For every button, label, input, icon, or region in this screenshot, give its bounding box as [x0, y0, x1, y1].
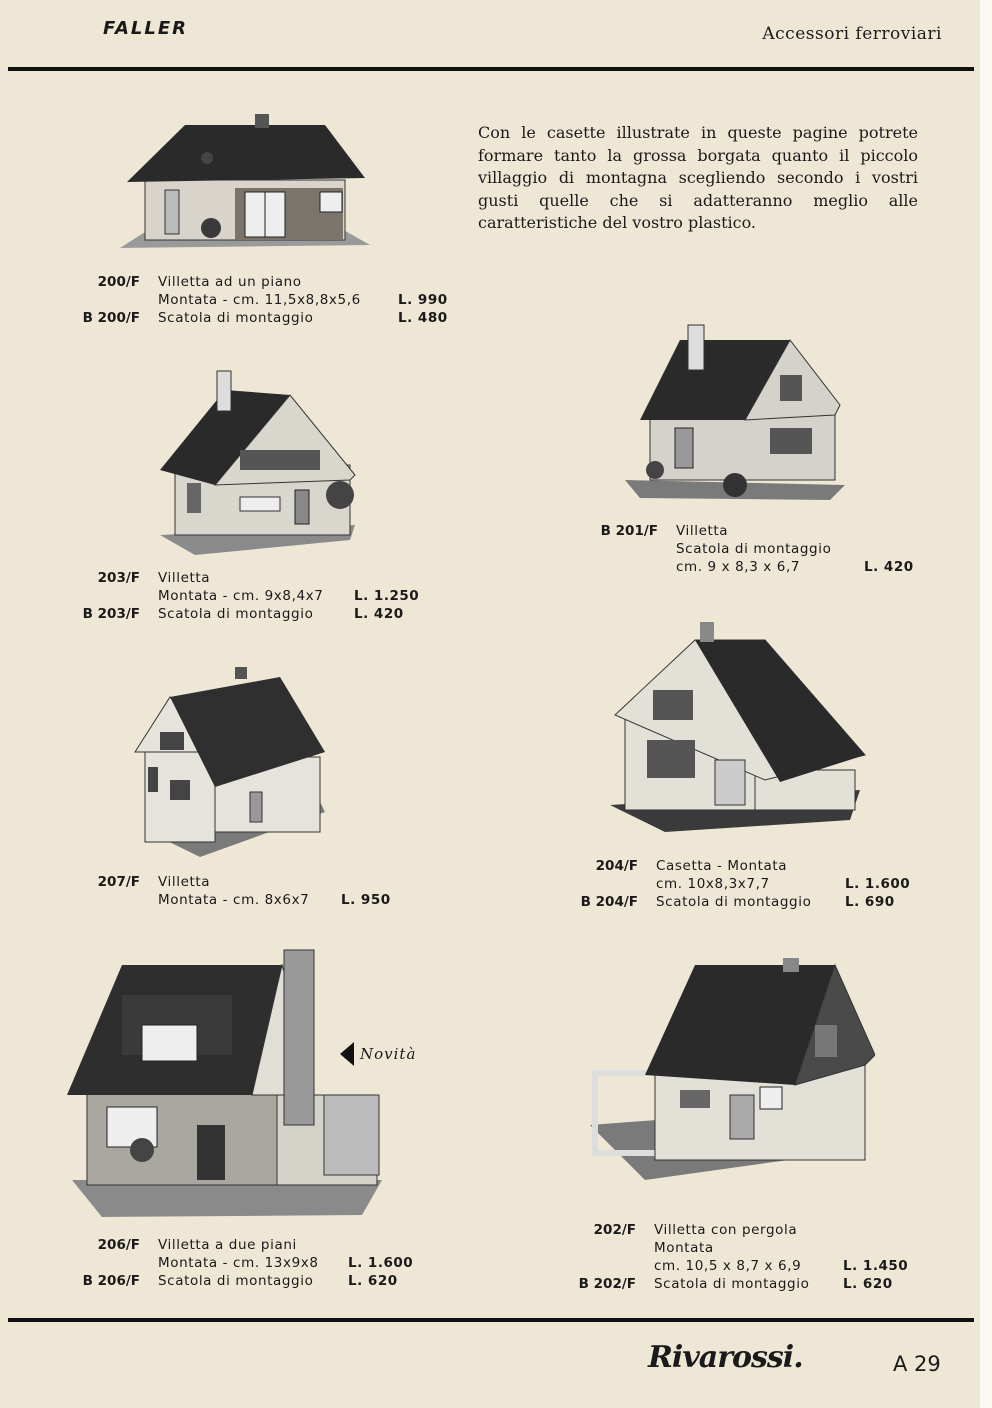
- product-code: [70, 1254, 158, 1272]
- product-desc: Montata: [654, 1240, 714, 1256]
- product-code: [566, 1239, 654, 1257]
- product-desc: Montata - cm. 11,5x8,8x5,6: [158, 292, 361, 308]
- product-price: L. 620: [843, 1276, 893, 1292]
- caption-203: [70, 569, 420, 623]
- product-code: B 202/F: [578, 1276, 636, 1292]
- caption-202: [566, 1221, 909, 1293]
- rivarossi-logo: Rivarossi.: [648, 1340, 803, 1375]
- product-desc: Villetta: [158, 570, 211, 586]
- intro-paragraph: Con le casette illustrate in queste pagine potrete formare tanto la grossa borgata quanto il piccolo villaggio di montagna scegliendo secondo i vostri gusti quelle che si adatteranno meglio alle caratteristiche del vostro plastico.: [478, 123, 918, 232]
- house-206-image: [62, 945, 392, 1225]
- product-desc: Montata - cm. 8x6x7: [158, 892, 310, 908]
- house-202-image: [585, 955, 875, 1185]
- product-code: [588, 540, 676, 558]
- arrow-left-icon: [340, 1042, 354, 1066]
- product-desc: Villetta: [158, 874, 211, 890]
- product-price: L. 620: [348, 1273, 398, 1289]
- product-price: L. 990: [398, 292, 448, 308]
- novita-label: Novità: [360, 1045, 417, 1063]
- product-desc: Scatola di montaggio: [158, 606, 314, 622]
- product-code: B 203/F: [82, 606, 140, 622]
- product-code: 200/F: [97, 274, 140, 290]
- product-desc: Scatola di montaggio: [158, 1273, 314, 1289]
- product-code: [70, 891, 158, 909]
- caption-206: [70, 1236, 414, 1290]
- product-code: B 206/F: [82, 1273, 140, 1289]
- product-desc: Villetta: [676, 523, 729, 539]
- product-code: [588, 558, 676, 576]
- product-code: [70, 291, 158, 309]
- product-price: L. 1.600: [845, 876, 911, 892]
- house-203-image: [155, 365, 365, 560]
- bottom-rule: [8, 1318, 974, 1322]
- product-desc: Scatola di montaggio: [654, 1276, 810, 1292]
- product-code: 207/F: [97, 874, 140, 890]
- product-desc: cm. 10x8,3x7,7: [656, 876, 770, 892]
- caption-200: [70, 273, 448, 327]
- brand-header: FALLER: [103, 18, 189, 39]
- product-desc: Villetta con pergola: [654, 1222, 798, 1238]
- product-code: B 200/F: [82, 310, 140, 326]
- house-204-image: [605, 620, 870, 840]
- product-price: L. 690: [845, 894, 895, 910]
- product-desc: Villetta a due piani: [158, 1237, 297, 1253]
- house-207-image: [130, 662, 335, 862]
- product-code: 204/F: [595, 858, 638, 874]
- house-201-image: [620, 320, 850, 510]
- product-price: L. 1.450: [843, 1258, 909, 1274]
- product-price: L. 950: [341, 892, 391, 908]
- product-desc: Montata - cm. 13x9x8: [158, 1255, 319, 1271]
- product-code: 202/F: [593, 1222, 636, 1238]
- product-code: B 201/F: [600, 523, 658, 539]
- product-code: B 204/F: [580, 894, 638, 910]
- page-number: A 29: [893, 1352, 941, 1376]
- product-desc: Scatola di montaggio: [676, 541, 832, 557]
- product-price: L. 1.250: [354, 588, 420, 604]
- top-rule: [8, 67, 974, 71]
- section-header: Accessori ferroviari: [762, 24, 942, 44]
- product-code: 206/F: [97, 1237, 140, 1253]
- product-desc: Scatola di montaggio: [158, 310, 314, 326]
- caption-201: [588, 522, 914, 576]
- product-code: 203/F: [97, 570, 140, 586]
- product-code: [566, 1257, 654, 1275]
- product-desc: Villetta ad un piano: [158, 274, 302, 290]
- product-code: [70, 587, 158, 605]
- product-desc: Montata - cm. 9x8,4x7: [158, 588, 324, 604]
- product-price: L. 1.600: [348, 1255, 414, 1271]
- caption-207: [70, 873, 391, 909]
- house-200-image: [115, 110, 375, 260]
- product-desc: Casetta - Montata: [656, 858, 788, 874]
- caption-204: [568, 857, 911, 911]
- product-price: L. 480: [398, 310, 448, 326]
- product-desc: cm. 10,5 x 8,7 x 6,9: [654, 1258, 802, 1274]
- product-desc: Scatola di montaggio: [656, 894, 812, 910]
- product-price: L. 420: [354, 606, 404, 622]
- product-code: [568, 875, 656, 893]
- product-price: L. 420: [864, 559, 914, 575]
- product-desc: cm. 9 x 8,3 x 6,7: [676, 559, 801, 575]
- novita-marker: [340, 1042, 416, 1066]
